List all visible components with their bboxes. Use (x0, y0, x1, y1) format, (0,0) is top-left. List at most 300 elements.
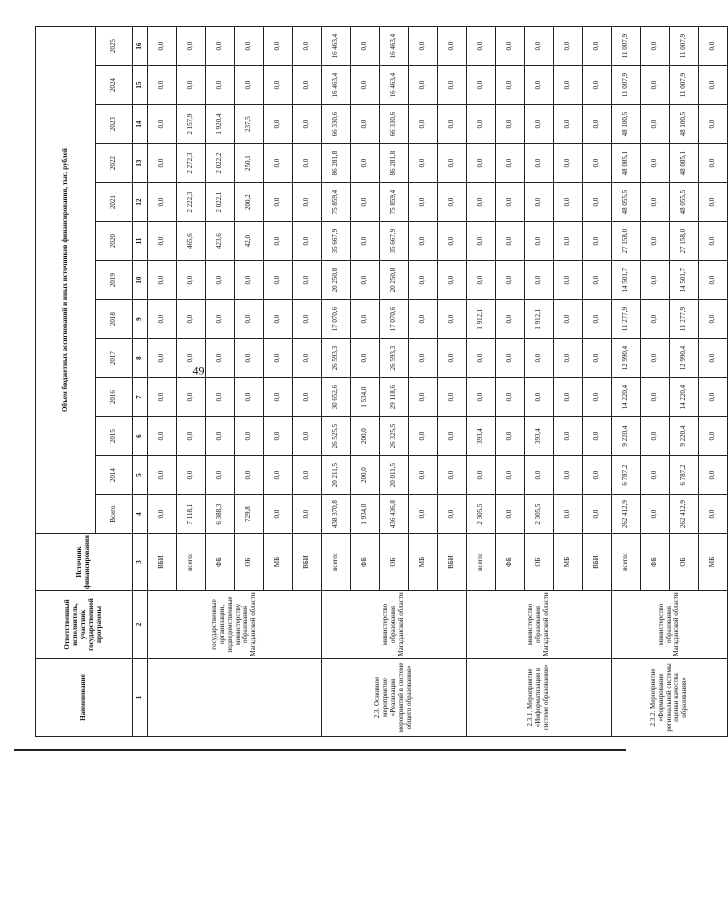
value-cell: 729,8 (235, 495, 264, 534)
row-executor: государственные организации, подведомственные министерству образования Магаданской области (148, 591, 322, 659)
value-cell: 0,0 (235, 339, 264, 378)
value-cell: 0,0 (148, 183, 177, 222)
row-name (148, 659, 322, 737)
value-cell: 0,0 (438, 300, 467, 339)
value-cell: 0,0 (525, 261, 554, 300)
value-cell: 0,0 (554, 456, 583, 495)
value-cell: 26 325,5 (380, 417, 409, 456)
value-cell: 0,0 (148, 27, 177, 66)
value-cell: 0,0 (438, 27, 467, 66)
value-cell: 0,0 (409, 417, 438, 456)
value-cell: 0,0 (496, 222, 525, 261)
row-executor: министерство образования Магаданской области (467, 591, 612, 659)
column-number: 10 (133, 261, 148, 300)
header-year-2023: 2023 (96, 105, 133, 144)
funding-table (35, 26, 728, 737)
value-cell: 0,0 (438, 339, 467, 378)
value-cell: 0,0 (699, 144, 728, 183)
value-cell: 0,0 (554, 339, 583, 378)
value-cell: 0,0 (583, 66, 612, 105)
header-year-2019: 2019 (96, 261, 133, 300)
value-cell: 0,0 (467, 105, 496, 144)
page-number: 49 (192, 363, 205, 378)
value-cell: 0,0 (293, 183, 322, 222)
value-cell: 0,0 (177, 378, 206, 417)
value-cell: 0,0 (641, 222, 670, 261)
value-cell: 0,0 (583, 27, 612, 66)
value-cell: 465,6 (177, 222, 206, 261)
header-name: Наименование (36, 659, 133, 737)
value-cell: 0,0 (438, 222, 467, 261)
column-number: 2 (133, 591, 148, 659)
value-cell: 0,0 (583, 495, 612, 534)
value-cell: 0,0 (235, 456, 264, 495)
value-cell: 0,0 (641, 417, 670, 456)
value-cell: 0,0 (264, 261, 293, 300)
value-cell: 0,0 (409, 456, 438, 495)
value-cell: 0,0 (699, 417, 728, 456)
value-cell: 0,0 (641, 300, 670, 339)
value-cell: 48 085,1 (612, 144, 641, 183)
value-cell: 0,0 (554, 261, 583, 300)
value-cell: 7 118,1 (177, 495, 206, 534)
value-cell: 0,0 (235, 300, 264, 339)
value-cell: 75 859,4 (322, 183, 351, 222)
value-cell: 0,0 (206, 261, 235, 300)
value-cell: 2 305,5 (525, 495, 554, 534)
value-cell: 0,0 (583, 456, 612, 495)
value-cell: 0,0 (467, 144, 496, 183)
row-name: 2.3. Основное мероприятие «Реализация мероприятий в системе общего образования» (322, 659, 467, 737)
value-cell: 0,0 (293, 105, 322, 144)
funding-source: ОБ (235, 534, 264, 591)
column-number: 8 (133, 339, 148, 378)
value-cell: 29 118,6 (380, 378, 409, 417)
value-cell: 0,0 (438, 66, 467, 105)
value-cell: 86 281,8 (322, 144, 351, 183)
value-cell: 0,0 (525, 456, 554, 495)
value-cell: 0,0 (525, 27, 554, 66)
value-cell: 0,0 (554, 417, 583, 456)
table-body (148, 27, 728, 737)
value-cell: 0,0 (496, 144, 525, 183)
value-cell: 0,0 (351, 66, 380, 105)
value-cell: 0,0 (206, 456, 235, 495)
value-cell: 16 463,4 (322, 27, 351, 66)
value-cell: 0,0 (554, 300, 583, 339)
value-cell: 0,0 (206, 27, 235, 66)
value-cell: 262 412,9 (670, 495, 699, 534)
value-cell: 1 912,1 (467, 300, 496, 339)
row-executor: министерство образования Магаданской области (322, 591, 467, 659)
value-cell: 0,0 (177, 339, 206, 378)
value-cell: 237,5 (235, 105, 264, 144)
column-number: 4 (133, 495, 148, 534)
funding-source: всего: (322, 534, 351, 591)
value-cell: 0,0 (148, 378, 177, 417)
value-cell: 0,0 (525, 378, 554, 417)
value-cell: 0,0 (467, 222, 496, 261)
value-cell: 75 859,4 (380, 183, 409, 222)
value-cell: 0,0 (699, 27, 728, 66)
value-cell: 42,0 (235, 222, 264, 261)
header-year-2021: 2021 (96, 183, 133, 222)
value-cell: 0,0 (351, 261, 380, 300)
value-cell: 0,0 (496, 300, 525, 339)
column-number: 3 (133, 534, 148, 591)
value-cell: 0,0 (293, 66, 322, 105)
value-cell: 66 330,6 (322, 105, 351, 144)
value-cell: 2 157,9 (177, 105, 206, 144)
table-row (612, 27, 641, 737)
value-cell: 0,0 (438, 378, 467, 417)
value-cell: 0,0 (293, 300, 322, 339)
value-cell: 26 593,3 (380, 339, 409, 378)
value-cell: 0,0 (699, 378, 728, 417)
value-cell: 436 436,8 (380, 495, 409, 534)
value-cell: 0,0 (409, 300, 438, 339)
value-cell: 0,0 (409, 144, 438, 183)
value-cell: 0,0 (351, 300, 380, 339)
value-cell: 0,0 (525, 105, 554, 144)
value-cell: 48 055,5 (670, 183, 699, 222)
value-cell: 86 281,8 (380, 144, 409, 183)
row-name: 2.3.2. Мероприятие «Формирование региональной системы оценки качества образования» (612, 659, 728, 737)
header-year-2017: 2017 (96, 339, 133, 378)
value-cell: 0,0 (409, 66, 438, 105)
value-cell: 0,0 (554, 222, 583, 261)
value-cell: 17 070,6 (322, 300, 351, 339)
column-number: 11 (133, 222, 148, 261)
value-cell: 262 412,9 (612, 495, 641, 534)
value-cell: 0,0 (148, 261, 177, 300)
value-cell: 26 525,5 (322, 417, 351, 456)
funding-source: ФБ (496, 534, 525, 591)
value-cell: 0,0 (554, 495, 583, 534)
funding-source: ОБ (525, 534, 554, 591)
value-cell: 0,0 (467, 339, 496, 378)
value-cell: 14 220,4 (612, 378, 641, 417)
value-cell: 0,0 (409, 261, 438, 300)
value-cell: 0,0 (583, 183, 612, 222)
funding-source: ВБИ (438, 534, 467, 591)
value-cell: 0,0 (351, 339, 380, 378)
funding-source: МБ (409, 534, 438, 591)
value-cell: 0,0 (496, 261, 525, 300)
value-cell: 0,0 (699, 105, 728, 144)
value-cell: 0,0 (554, 144, 583, 183)
value-cell: 27 158,0 (612, 222, 641, 261)
value-cell: 0,0 (148, 417, 177, 456)
value-cell: 0,0 (554, 66, 583, 105)
column-number: 13 (133, 144, 148, 183)
value-cell: 27 158,0 (670, 222, 699, 261)
value-cell: 0,0 (699, 66, 728, 105)
value-cell: 0,0 (496, 417, 525, 456)
value-cell: 35 667,9 (380, 222, 409, 261)
table-row (322, 27, 351, 737)
value-cell: 0,0 (293, 495, 322, 534)
value-cell: 0,0 (583, 339, 612, 378)
value-cell: 0,0 (264, 456, 293, 495)
value-cell: 0,0 (496, 339, 525, 378)
header-year-2014: 2014 (96, 456, 133, 495)
column-number: 16 (133, 27, 148, 66)
value-cell: 250,1 (235, 144, 264, 183)
value-cell: 0,0 (641, 66, 670, 105)
value-cell: 0,0 (293, 378, 322, 417)
value-cell: 0,0 (525, 183, 554, 222)
value-cell: 0,0 (177, 261, 206, 300)
header-executor: Ответственный исполнитель, участник государственной программы (36, 591, 133, 659)
value-cell: 0,0 (264, 417, 293, 456)
value-cell: 0,0 (264, 300, 293, 339)
value-cell: 0,0 (438, 183, 467, 222)
header-year-2015: 2015 (96, 417, 133, 456)
value-cell: 0,0 (235, 66, 264, 105)
header-volume: Объем бюджетных ассигнований и иных источников финансирования, тыс. рублей (36, 27, 96, 534)
value-cell: 0,0 (235, 27, 264, 66)
rotated-landscape-sheet (35, 22, 717, 737)
value-cell: 0,0 (496, 66, 525, 105)
value-cell: 20 211,5 (322, 456, 351, 495)
value-cell: 0,0 (699, 495, 728, 534)
value-cell: 6 388,3 (206, 495, 235, 534)
value-cell: 2 272,3 (177, 144, 206, 183)
value-cell: 0,0 (583, 261, 612, 300)
value-cell: 0,0 (177, 417, 206, 456)
value-cell: 0,0 (148, 456, 177, 495)
value-cell: 0,0 (264, 183, 293, 222)
value-cell: 0,0 (264, 378, 293, 417)
value-cell: 0,0 (409, 222, 438, 261)
value-cell: 0,0 (641, 495, 670, 534)
value-cell: 0,0 (177, 456, 206, 495)
value-cell: 0,0 (293, 261, 322, 300)
value-cell: 0,0 (438, 261, 467, 300)
value-cell: 66 330,6 (380, 105, 409, 144)
table-row (467, 27, 496, 737)
value-cell: 0,0 (641, 183, 670, 222)
value-cell: 48 085,1 (670, 144, 699, 183)
header-year-2016: 2016 (96, 378, 133, 417)
value-cell: 200,2 (235, 183, 264, 222)
value-cell: 14 220,4 (670, 378, 699, 417)
value-cell: 0,0 (409, 183, 438, 222)
value-cell: 0,0 (583, 222, 612, 261)
funding-source: всего: (467, 534, 496, 591)
value-cell: 0,0 (467, 378, 496, 417)
value-cell: 0,0 (235, 261, 264, 300)
value-cell: 2 022,2 (206, 144, 235, 183)
column-number: 7 (133, 378, 148, 417)
value-cell: 0,0 (525, 144, 554, 183)
value-cell: 0,0 (409, 378, 438, 417)
value-cell: 0,0 (148, 66, 177, 105)
value-cell: 9 220,4 (670, 417, 699, 456)
value-cell: 9 220,4 (612, 417, 641, 456)
value-cell: 0,0 (438, 495, 467, 534)
value-cell: 0,0 (583, 105, 612, 144)
value-cell: 0,0 (699, 261, 728, 300)
value-cell: 11 007,9 (670, 27, 699, 66)
value-cell: 16 463,4 (380, 66, 409, 105)
value-cell: 0,0 (496, 456, 525, 495)
funding-source: ФБ (206, 534, 235, 591)
header-year-2018: 2018 (96, 300, 133, 339)
value-cell: 11 007,9 (670, 66, 699, 105)
value-cell: 0,0 (235, 378, 264, 417)
value-cell: 0,0 (641, 144, 670, 183)
value-cell: 0,0 (525, 222, 554, 261)
value-cell: 0,0 (699, 339, 728, 378)
value-cell: 0,0 (293, 417, 322, 456)
value-cell: 0,0 (148, 105, 177, 144)
value-cell: 200,0 (351, 417, 380, 456)
value-cell: 0,0 (438, 105, 467, 144)
value-cell: 0,0 (467, 261, 496, 300)
row-name: 2.3.1. Мероприятие «Информатизация в системе образования» (467, 659, 612, 737)
value-cell: 0,0 (409, 105, 438, 144)
value-cell: 0,0 (641, 261, 670, 300)
value-cell: 0,0 (496, 378, 525, 417)
value-cell: 0,0 (206, 339, 235, 378)
value-cell: 26 593,3 (322, 339, 351, 378)
value-cell: 0,0 (409, 339, 438, 378)
value-cell: 438 370,8 (322, 495, 351, 534)
value-cell: 0,0 (496, 183, 525, 222)
funding-source: МБ (699, 534, 728, 591)
row-executor: министерство образования Магаданской области (612, 591, 728, 659)
value-cell: 0,0 (467, 27, 496, 66)
value-cell: 12 990,4 (612, 339, 641, 378)
value-cell: 0,0 (583, 144, 612, 183)
value-cell: 200,0 (351, 456, 380, 495)
value-cell: 11 007,9 (612, 27, 641, 66)
value-cell: 0,0 (351, 222, 380, 261)
value-cell: 0,0 (264, 105, 293, 144)
header-year-2025: 2025 (96, 27, 133, 66)
value-cell: 393,4 (525, 417, 554, 456)
funding-source: ОБ (380, 534, 409, 591)
value-cell: 11 007,9 (612, 66, 641, 105)
value-cell: 0,0 (554, 378, 583, 417)
value-cell: 0,0 (148, 339, 177, 378)
value-cell: 0,0 (148, 495, 177, 534)
value-cell: 0,0 (264, 495, 293, 534)
value-cell: 2 222,3 (177, 183, 206, 222)
funding-source: ВБИ (293, 534, 322, 591)
value-cell: 17 070,6 (380, 300, 409, 339)
header-year-2020: 2020 (96, 222, 133, 261)
value-cell: 30 652,6 (322, 378, 351, 417)
header-year-2022: 2022 (96, 144, 133, 183)
value-cell: 0,0 (525, 339, 554, 378)
value-cell: 0,0 (554, 27, 583, 66)
column-number: 12 (133, 183, 148, 222)
funding-source: ФБ (641, 534, 670, 591)
value-cell: 0,0 (641, 378, 670, 417)
value-cell: 1 912,1 (525, 300, 554, 339)
value-cell: 0,0 (438, 144, 467, 183)
value-cell: 0,0 (264, 66, 293, 105)
column-number: 15 (133, 66, 148, 105)
value-cell: 0,0 (554, 105, 583, 144)
value-cell: 0,0 (467, 183, 496, 222)
value-cell: 12 990,4 (670, 339, 699, 378)
value-cell: 0,0 (438, 456, 467, 495)
value-cell: 0,0 (641, 105, 670, 144)
value-cell: 0,0 (409, 27, 438, 66)
header-source: Источник финансирования (36, 534, 133, 591)
value-cell: 0,0 (641, 339, 670, 378)
value-cell: 0,0 (177, 300, 206, 339)
value-cell: 6 787,2 (670, 456, 699, 495)
value-cell: 0,0 (699, 183, 728, 222)
value-cell: 11 277,9 (670, 300, 699, 339)
value-cell: 6 787,2 (612, 456, 641, 495)
value-cell: 48 100,5 (612, 105, 641, 144)
value-cell: 0,0 (554, 183, 583, 222)
value-cell: 0,0 (525, 66, 554, 105)
funding-source: ВБИ (583, 534, 612, 591)
value-cell: 0,0 (148, 144, 177, 183)
value-cell: 0,0 (583, 417, 612, 456)
value-cell: 48 055,5 (612, 183, 641, 222)
value-cell: 0,0 (206, 66, 235, 105)
value-cell: 0,0 (351, 183, 380, 222)
value-cell: 0,0 (467, 66, 496, 105)
value-cell: 0,0 (496, 495, 525, 534)
value-cell: 0,0 (438, 417, 467, 456)
value-cell: 11 277,9 (612, 300, 641, 339)
funding-source: МБ (264, 534, 293, 591)
value-cell: 0,0 (206, 300, 235, 339)
value-cell: 0,0 (583, 378, 612, 417)
value-cell: 14 501,7 (670, 261, 699, 300)
value-cell: 1 534,0 (351, 378, 380, 417)
value-cell: 1 920,4 (206, 105, 235, 144)
value-cell: 0,0 (409, 495, 438, 534)
value-cell: 0,0 (496, 27, 525, 66)
funding-source: всего: (177, 534, 206, 591)
funding-source: всего: (612, 534, 641, 591)
value-cell: 0,0 (641, 456, 670, 495)
value-cell: 16 463,4 (380, 27, 409, 66)
value-cell: 393,4 (467, 417, 496, 456)
value-cell: 0,0 (699, 222, 728, 261)
value-cell: 0,0 (264, 27, 293, 66)
value-cell: 0,0 (264, 144, 293, 183)
value-cell: 0,0 (699, 300, 728, 339)
funding-source: ФБ (351, 534, 380, 591)
value-cell: 0,0 (351, 27, 380, 66)
value-cell: 0,0 (641, 27, 670, 66)
value-cell: 0,0 (148, 222, 177, 261)
value-cell: 14 501,7 (612, 261, 641, 300)
funding-source: ОБ (670, 534, 699, 591)
bottom-rule (14, 749, 626, 751)
value-cell: 2 022,1 (206, 183, 235, 222)
column-number: 5 (133, 456, 148, 495)
table-row (148, 27, 177, 737)
value-cell: 0,0 (177, 66, 206, 105)
value-cell: 0,0 (293, 339, 322, 378)
column-number: 6 (133, 417, 148, 456)
value-cell: 48 100,5 (670, 105, 699, 144)
column-number: 9 (133, 300, 148, 339)
value-cell: 0,0 (177, 27, 206, 66)
